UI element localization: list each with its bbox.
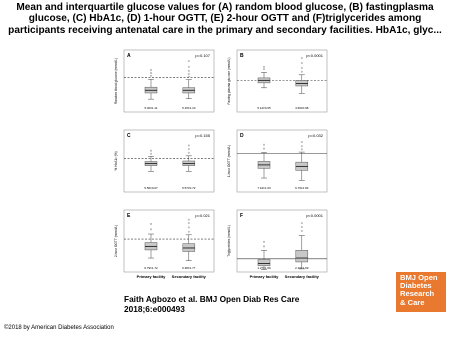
logo-line: Diabetes — [400, 281, 432, 291]
plot-frame — [237, 50, 327, 112]
box-mean-sd-label: 2.19±1.69 — [295, 266, 309, 270]
figure-title: Mean and interquartile glucose values for (A) random blood glucose, (B) fastingplasma glucose, (C) HbA1c, (D) 1-hour OGTT, (E) 2-hour OGTT and (F)triglycerides among participants receiving antenatal care in the primary and secondary facilities. HbA1c, glyc... — [8, 2, 442, 36]
y-axis-label: Random blood glucose (mmol/L) — [114, 57, 118, 105]
box-mean-sd-label: 5.50±0.67 — [144, 186, 158, 190]
p-value-label: p<0.0001 — [306, 213, 323, 218]
box-mean-sd-label: 4.69±0.98 — [295, 106, 309, 110]
logo-line: & Care — [400, 297, 425, 307]
panel-c — [114, 130, 214, 192]
plot-frame — [124, 130, 214, 192]
box-mean-sd-label: 5.12±0.65 — [257, 106, 271, 110]
box-mean-sd-label: 1.27±1.69 — [257, 266, 271, 270]
citation-authors: Faith Agbozo et al. BMJ Open Diab Res Care — [124, 294, 300, 304]
box-mean-sd-label: 5.00±1.11 — [144, 106, 158, 110]
y-axis-label: Triglycerides (mmol/L) — [227, 225, 231, 257]
p-value-label: p=0.107 — [195, 53, 210, 58]
box-mean-sd-label: 6.79±1.83 — [295, 186, 309, 190]
citation-reference: 2018;6:e000493 — [124, 303, 185, 314]
p-value-label: p<0.0001 — [306, 53, 323, 58]
plot-frame — [237, 210, 327, 272]
box-mean-sd-label: 5.15±1.10 — [182, 106, 196, 110]
p-value-label: p=0.032 — [308, 133, 323, 138]
box-plot-grid — [108, 46, 334, 292]
panel-d — [227, 130, 327, 192]
p-value-label: p=0.021 — [195, 213, 210, 218]
box-mean-sd-label: 5.57±0.72 — [182, 186, 196, 190]
panel-letter: D — [240, 133, 244, 139]
plot-frame — [124, 210, 214, 272]
y-axis-label: 1-hour OGTT (mmol/L) — [227, 144, 231, 178]
box-mean-sd-label: 7.10±1.63 — [257, 186, 271, 190]
panel-e — [114, 210, 214, 279]
x-category-label: Primary facility — [136, 274, 166, 279]
panel-letter: B — [240, 53, 244, 59]
logo-line: Research — [400, 289, 435, 299]
copyright-notice: ©2018 by American Diabetes Association — [4, 325, 114, 331]
panel-b — [227, 50, 327, 112]
panel-letter: F — [240, 213, 244, 219]
panel-letter: A — [127, 53, 131, 59]
box-plot-figure — [108, 46, 334, 292]
box-mean-sd-label: 6.79±1.72 — [144, 266, 158, 270]
x-category-label: Secondary facility — [171, 274, 206, 279]
y-axis-label: % HbA1c (%) — [114, 151, 118, 171]
panel-f — [227, 210, 327, 279]
panel-letter: E — [127, 213, 131, 219]
panel-a — [114, 50, 214, 112]
logo-line: BMJ Open — [400, 273, 438, 282]
citation — [124, 295, 299, 314]
plot-frame — [237, 130, 327, 192]
p-value-label: p=0.155 — [195, 133, 210, 138]
plot-frame — [124, 50, 214, 112]
y-axis-label: Fasting plasma glucose (mmol/L) — [227, 57, 231, 105]
box-mean-sd-label: 6.38±1.77 — [182, 266, 196, 270]
journal-logo — [396, 272, 446, 312]
box-iqr — [258, 260, 270, 266]
x-category-label: Primary facility — [249, 274, 279, 279]
y-axis-label: 2-hour OGTT (mmol/L) — [114, 224, 118, 258]
panel-letter: C — [127, 133, 131, 139]
box-iqr — [296, 250, 308, 262]
x-category-label: Secondary facility — [284, 274, 319, 279]
